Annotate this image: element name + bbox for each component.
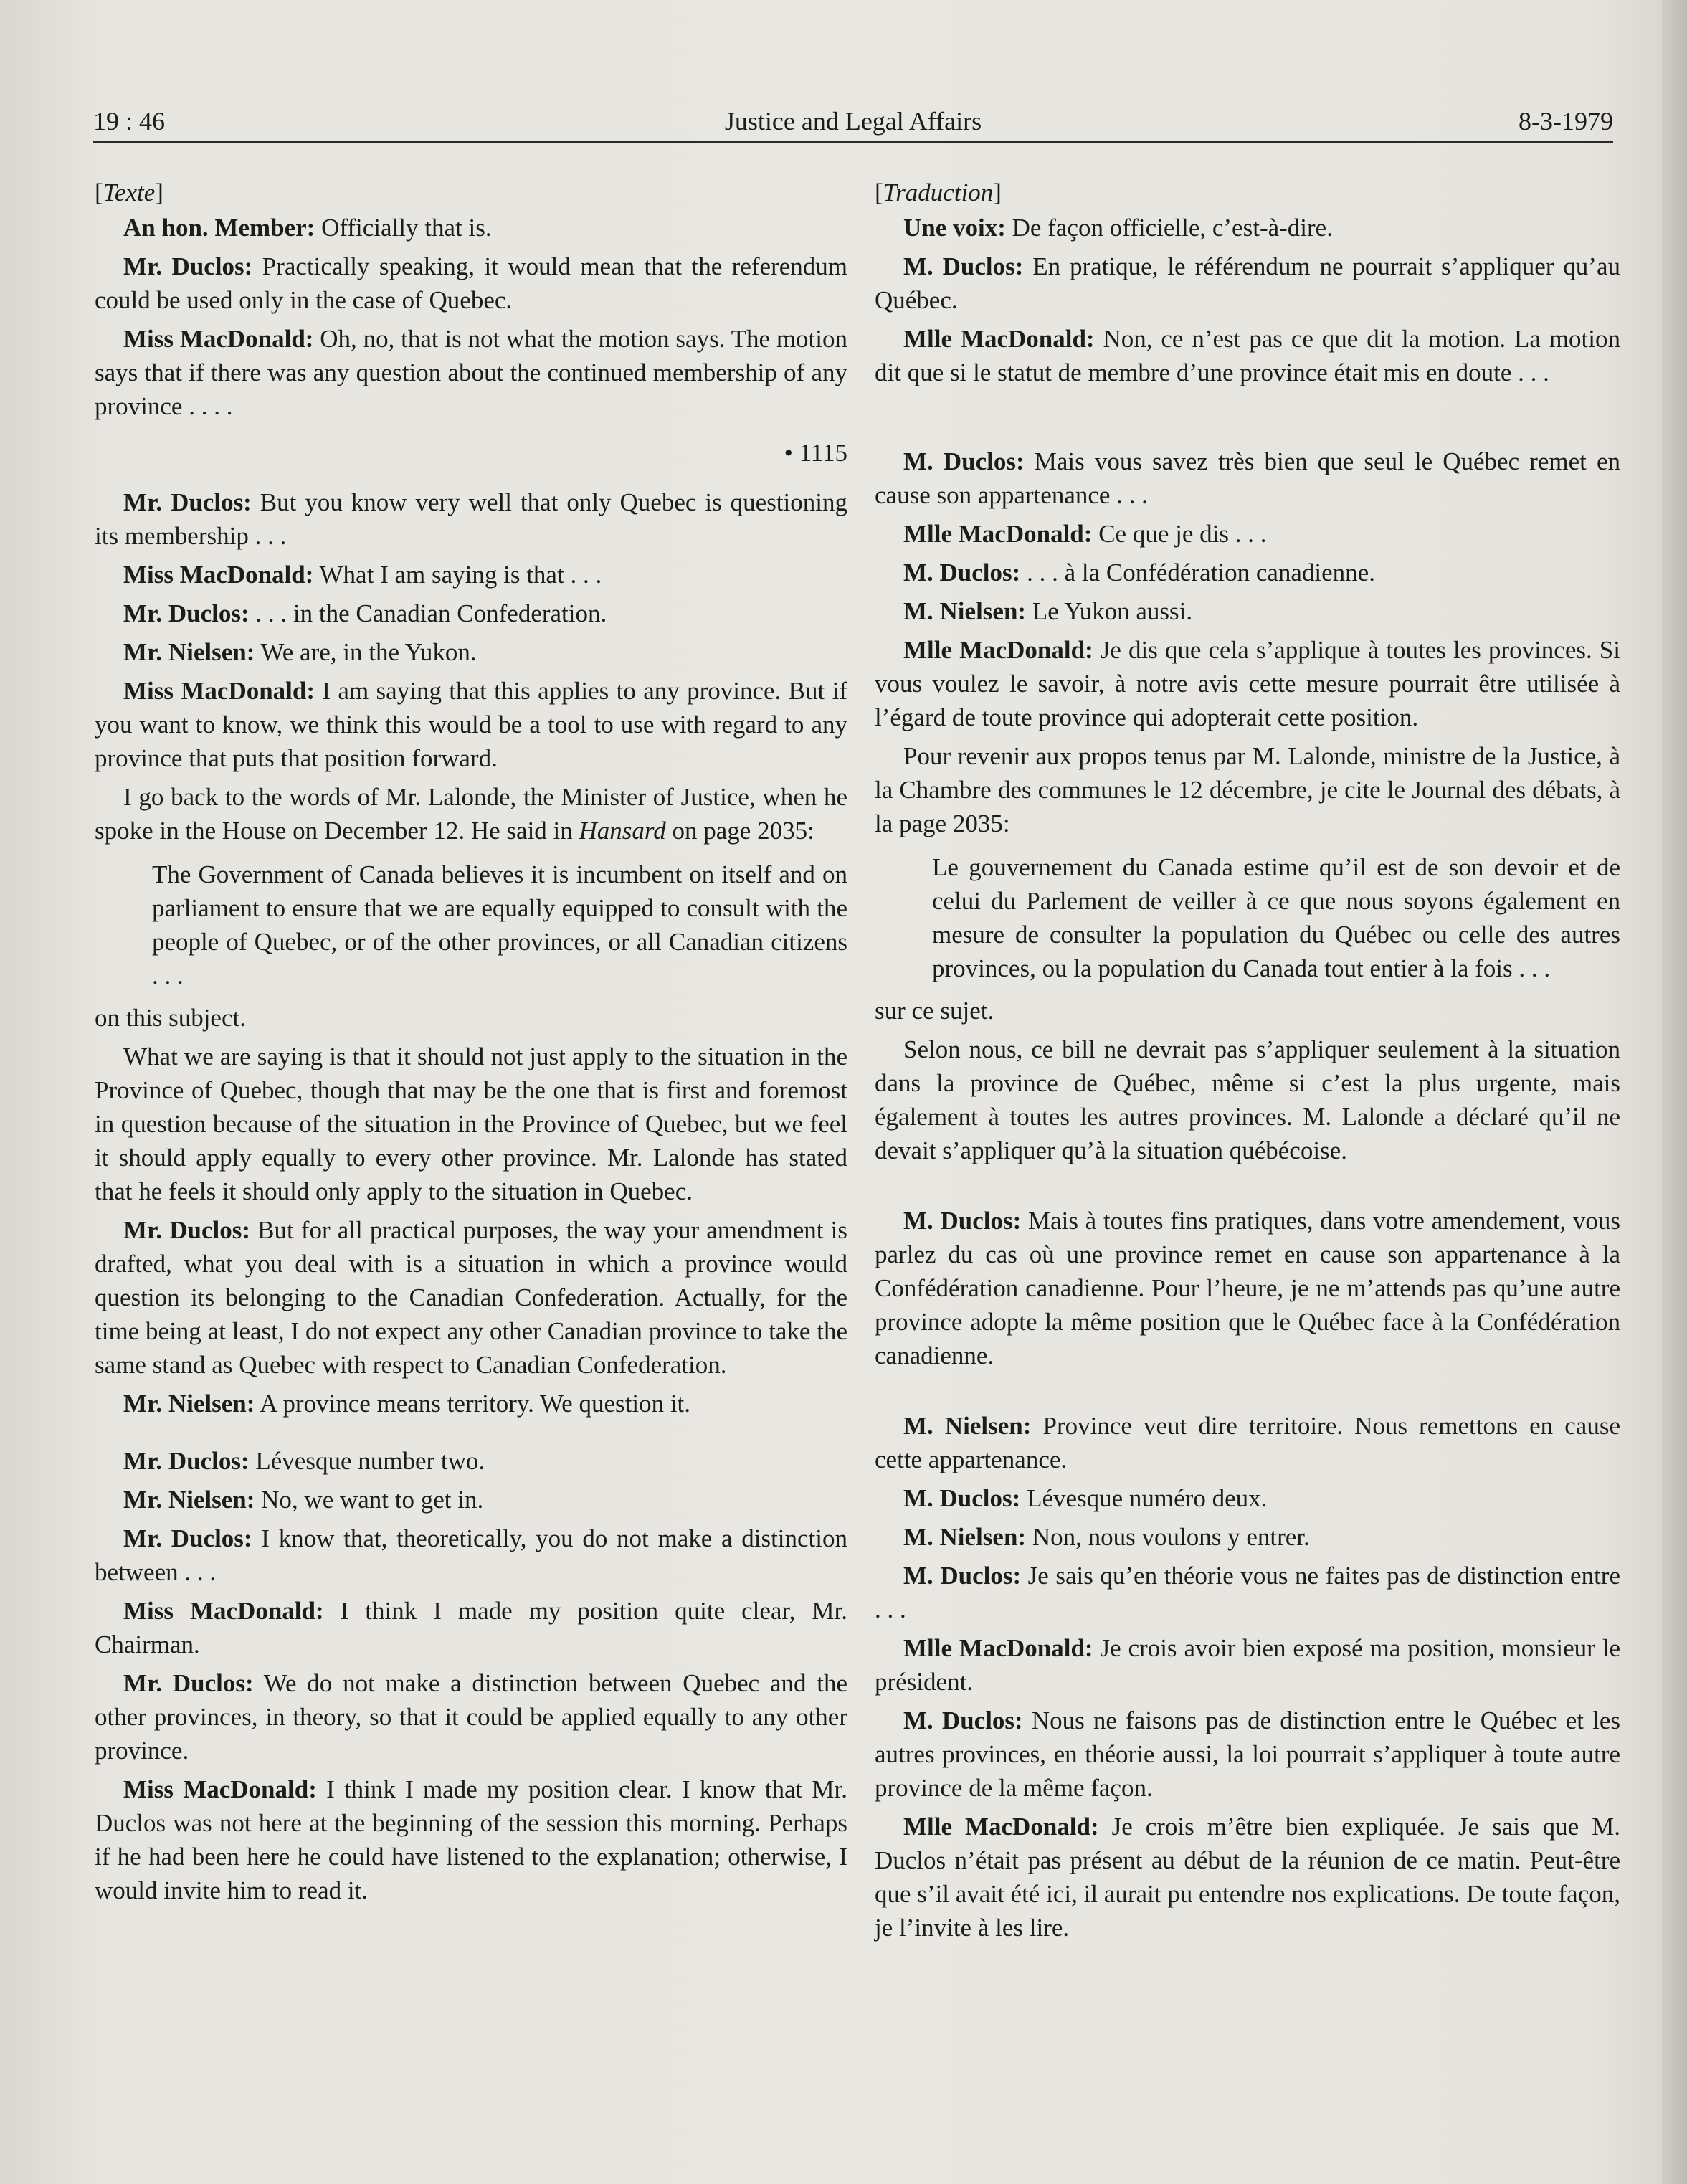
speaker: M. Duclos: bbox=[903, 1706, 1023, 1734]
paragraph: Mr. Duclos: . . . in the Canadian Confederation. bbox=[123, 599, 607, 627]
speaker: Miss MacDonald: bbox=[123, 1597, 324, 1625]
paragraph: on this subject. bbox=[95, 1004, 246, 1032]
paragraph: Mr. Duclos: We do not make a distinction between Quebec and the other provinces, in theory, so that it could be applied equally to any other province. bbox=[95, 1669, 847, 1765]
paragraph: An hon. Member: Officially that is. bbox=[123, 214, 492, 242]
speaker: Miss MacDonald: bbox=[123, 1775, 317, 1803]
block-quote: Le gouvernement du Canada estime qu’il est de son devoir et de celui du Parlement de veiller à ce que nous soyons également en mesure de consulter la population du Québec ou celle des autres provinces, ou la population du Canada tout entier à la fois . . . bbox=[932, 853, 1620, 982]
speaker: Mr. Duclos: bbox=[123, 252, 253, 280]
section-label: [Traduction] bbox=[875, 179, 1002, 206]
speaker: Une voix: bbox=[903, 214, 1006, 242]
spacer bbox=[95, 1425, 847, 1444]
speaker: Mr. Duclos: bbox=[123, 488, 252, 516]
speaker: M. Duclos: bbox=[903, 559, 1021, 587]
block-quote: The Government of Canada believes it is incumbent on itself and on parliament to ensure that we are equally equipped to consult with the people of Quebec, or of the other provinces, or all Canadian citizens . . . bbox=[152, 860, 847, 989]
paragraph: Mr. Duclos: Lévesque number two. bbox=[123, 1447, 485, 1475]
spacer bbox=[875, 1377, 1620, 1409]
paragraph: Mlle MacDonald: Je dis que cela s’applique à toutes les provinces. Si vous voulez le savoir, à notre avis cette mesure pourrait être utilisée à l’égard de toute province qui adopterait cette position. bbox=[875, 636, 1620, 731]
page-edge bbox=[1662, 0, 1687, 2184]
speaker: Miss MacDonald: bbox=[123, 677, 315, 705]
french-column bbox=[875, 176, 1620, 1950]
page-number: 19 : 46 bbox=[93, 107, 166, 136]
speaker: Mr. Nielsen: bbox=[123, 638, 255, 666]
spacer bbox=[875, 394, 1620, 445]
spacer bbox=[875, 1172, 1620, 1204]
english-column bbox=[95, 176, 847, 1912]
paragraph: Miss MacDonald: I am saying that this applies to any province. But if you want to know, we think this would be a tool to use with regard to any province that puts that position forward. bbox=[95, 677, 848, 772]
paragraph: Miss MacDonald: What I am saying is that . . . bbox=[123, 561, 602, 589]
speaker: Mr. Duclos: bbox=[123, 1669, 254, 1697]
header-date: 8-3-1979 bbox=[1519, 107, 1613, 136]
speaker: M. Nielsen: bbox=[903, 1412, 1032, 1440]
paragraph: M. Duclos: Mais vous savez très bien que seul le Québec remet en cause son appartenance . . . bbox=[875, 447, 1621, 509]
paragraph: M. Duclos: Nous ne faisons pas de distinction entre le Québec et les autres provinces, en théorie aussi, la loi pourrait s’appliquer à toute autre province de la même façon. bbox=[875, 1706, 1620, 1802]
header-rule bbox=[93, 141, 1613, 143]
speaker: M. Nielsen: bbox=[903, 1523, 1027, 1551]
paragraph: Miss MacDonald: I think I made my position quite clear, Mr. Chairman. bbox=[95, 1597, 848, 1658]
speaker: Mr. Nielsen: bbox=[123, 1390, 255, 1418]
speaker: Mlle MacDonald: bbox=[903, 636, 1093, 664]
paragraph: Mr. Nielsen: A province means territory. We question it. bbox=[123, 1390, 691, 1418]
paragraph: M. Duclos: Je sais qu’en théorie vous ne faites pas de distinction entre . . . bbox=[875, 1562, 1620, 1623]
paragraph: Mr. Nielsen: No, we want to get in. bbox=[123, 1486, 484, 1514]
speaker: Miss MacDonald: bbox=[123, 325, 314, 353]
paragraph: M. Duclos: Lévesque numéro deux. bbox=[903, 1484, 1268, 1512]
paragraph: M. Duclos: . . . à la Confédération canadienne. bbox=[903, 559, 1375, 587]
paragraph: Mlle MacDonald: Non, ce n’est pas ce que dit la motion. La motion dit que si le statut de membre d’une province était mis en doute . . . bbox=[875, 325, 1620, 386]
speaker: M. Duclos: bbox=[903, 1207, 1022, 1235]
speaker: An hon. Member: bbox=[123, 214, 315, 242]
paragraph: I go back to the words of Mr. Lalonde, the Minister of Justice, when he spoke in the House on December 12. He said in Hansard on page 2035: bbox=[95, 783, 847, 845]
paragraph: Une voix: De façon officielle, c’est-à-dire. bbox=[903, 214, 1333, 242]
speaker: M. Duclos: bbox=[903, 447, 1025, 475]
paragraph: M. Duclos: En pratique, le référendum ne pourrait s’appliquer qu’au Québec. bbox=[875, 252, 1620, 314]
paragraph: Mlle MacDonald: Ce que je dis . . . bbox=[903, 520, 1267, 548]
speaker: M. Duclos: bbox=[903, 1562, 1022, 1590]
speaker: Miss MacDonald: bbox=[123, 561, 314, 589]
paragraph: Mlle MacDonald: Je crois avoir bien exposé ma position, monsieur le président. bbox=[875, 1634, 1620, 1696]
paragraph: Pour revenir aux propos tenus par M. Lalonde, ministre de la Justice, à la Chambre des communes le 12 décembre, je cite le Journal des débats, à la page 2035: bbox=[875, 742, 1620, 837]
speaker: Mr. Duclos: bbox=[123, 1216, 250, 1244]
speaker: Mlle MacDonald: bbox=[903, 1634, 1093, 1662]
speaker: Mlle MacDonald: bbox=[903, 1813, 1099, 1841]
paragraph: M. Nielsen: Le Yukon aussi. bbox=[903, 597, 1193, 625]
paragraph: M. Nielsen: Non, nous voulons y entrer. bbox=[903, 1523, 1310, 1551]
paragraph: Mr. Duclos: But you know very well that only Quebec is questioning its membership . . . bbox=[95, 488, 847, 550]
section-label: [Texte] bbox=[95, 179, 163, 206]
speaker: M. Duclos: bbox=[903, 1484, 1021, 1512]
paragraph: Miss MacDonald: I think I made my position clear. I know that Mr. Duclos was not here at the beginning of the session this morning. Perhaps if he had been here he could have listened to the explanation; otherwise, I would invite him to read it. bbox=[95, 1775, 848, 1904]
paragraph: Mr. Duclos: But for all practical purposes, the way your amendment is drafted, what you deal with is a situation in which a province would question its belonging to the Canadian Confederation. Actually, for the time being at least, I do not expect any other Canadian province to take the same stand as Quebec with respect to Canadian Confederation. bbox=[95, 1216, 847, 1379]
paragraph: Mr. Nielsen: We are, in the Yukon. bbox=[123, 638, 477, 666]
paragraph: What we are saying is that it should not just apply to the situation in the Province of Quebec, though that may be the one that is first and foremost in question because of the situation in the Province of Quebec, but we feel it should apply equally to every other province. Mr. Lalonde has stated that he feels it should only apply to the situation in Quebec. bbox=[95, 1043, 847, 1205]
paragraph: Mr. Duclos: I know that, theoretically, you do not make a distinction between . . . bbox=[95, 1524, 847, 1586]
header-title: Justice and Legal Affairs bbox=[724, 107, 982, 136]
paragraph: sur ce sujet. bbox=[875, 997, 994, 1025]
speaker: Mr. Nielsen: bbox=[123, 1486, 255, 1514]
paragraph: Selon nous, ce bill ne devrait pas s’appliquer seulement à la situation dans la province de Québec, même si c’est la plus urgente, mais également à toutes les autres provinces. M. Lalonde a déclaré qu’il ne devait s’appliquer qu’à la situation québécoise. bbox=[875, 1035, 1620, 1164]
speaker: Mlle MacDonald: bbox=[903, 520, 1093, 548]
speaker: Mlle MacDonald: bbox=[903, 325, 1095, 353]
time-marker: • 1115 bbox=[784, 439, 847, 467]
speaker: M. Nielsen: bbox=[903, 597, 1027, 625]
paragraph: M. Nielsen: Province veut dire territoire. Nous remettons en cause cette appartenance. bbox=[875, 1412, 1620, 1473]
speaker: Mr. Duclos: bbox=[123, 1447, 250, 1475]
paragraph: Miss MacDonald: Oh, no, that is not what the motion says. The motion says that if there was any question about the continued membership of any province . . . . bbox=[95, 325, 847, 420]
speaker: Mr. Duclos: bbox=[123, 1524, 252, 1552]
speaker: M. Duclos: bbox=[903, 252, 1024, 280]
paragraph: Mlle MacDonald: Je crois m’être bien expliquée. Je sais que M. Duclos n’était pas présent au début de la réunion de ce matin. Peut-être que s’il avait été ici, il aurait pu entendre nos explications. De toute façon, je l’invite à les lire. bbox=[875, 1813, 1620, 1942]
paragraph: M. Duclos: Mais à toutes fins pratiques, dans votre amendement, vous parlez du cas où une province remet en cause son appartenance à la Confédération canadienne. Pour l’heure, je ne m’attends pas qu’une autre province adopte la même position que le Québec face à la Confédération canadienne. bbox=[875, 1207, 1620, 1369]
running-header bbox=[93, 106, 1613, 142]
paragraph: Mr. Duclos: Practically speaking, it would mean that the referendum could be used only in the case of Quebec. bbox=[95, 252, 847, 314]
speaker: Mr. Duclos: bbox=[123, 599, 250, 627]
